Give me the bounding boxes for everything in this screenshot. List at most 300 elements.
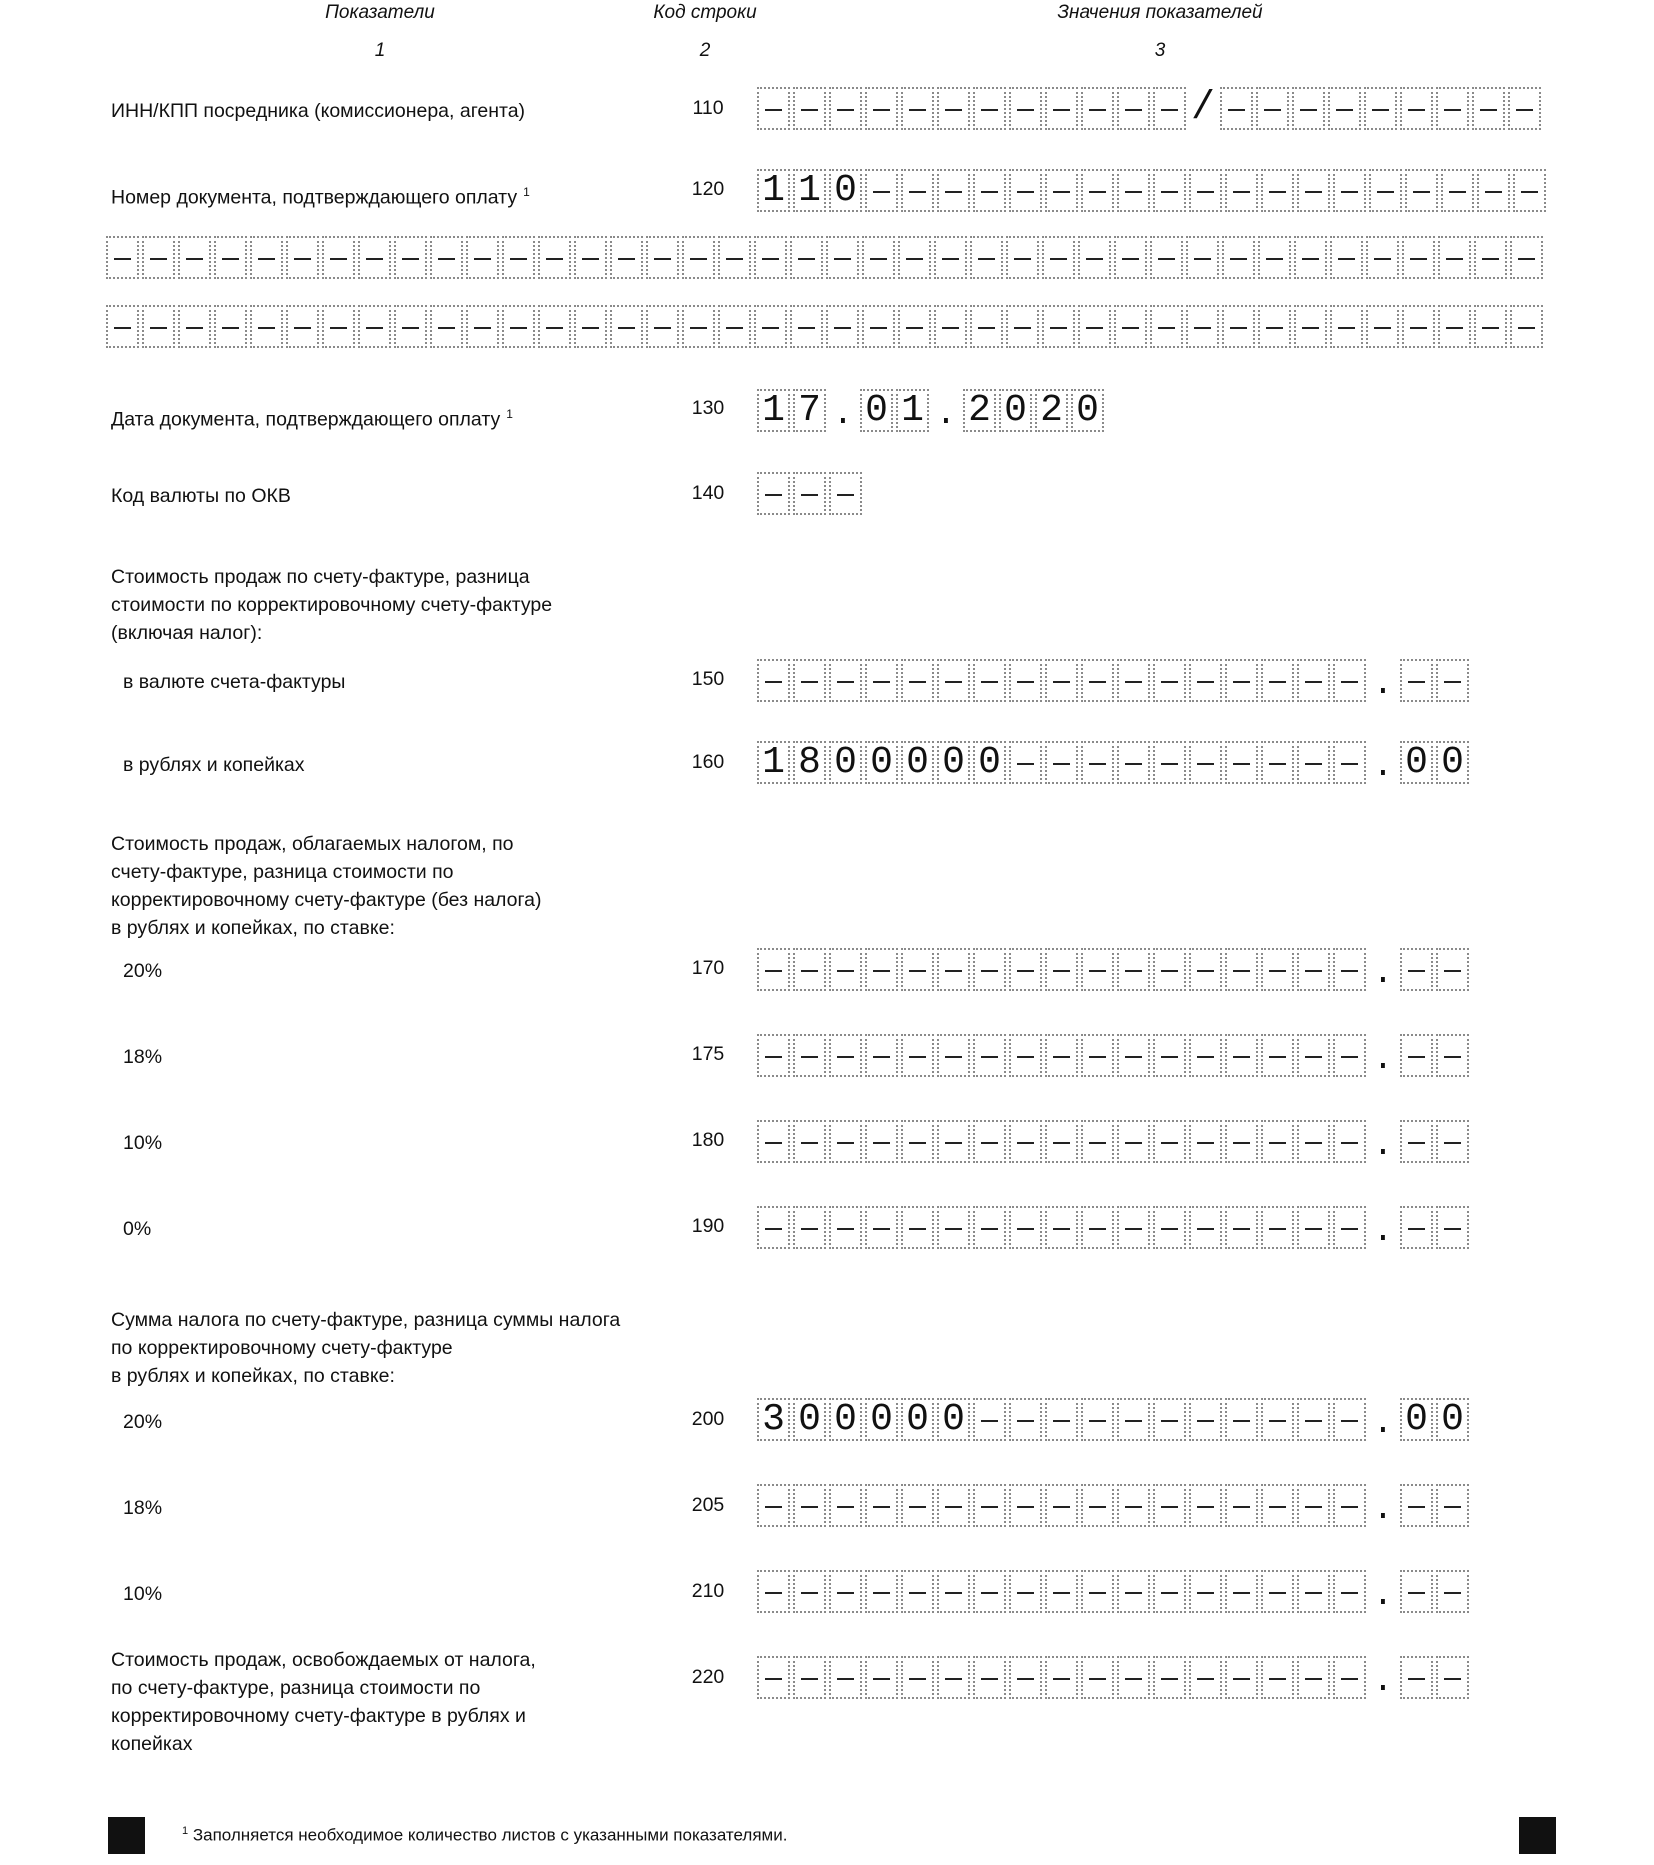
char-cell[interactable] bbox=[1333, 169, 1366, 212]
char-cell[interactable] bbox=[1189, 1398, 1222, 1441]
char-cell[interactable] bbox=[178, 236, 211, 279]
char-cell[interactable] bbox=[1117, 87, 1150, 130]
char-cell[interactable] bbox=[1009, 1656, 1042, 1699]
char-cell[interactable] bbox=[1150, 236, 1183, 279]
char-cell[interactable] bbox=[1189, 1034, 1222, 1077]
char-cell[interactable] bbox=[1225, 1120, 1258, 1163]
char-cell[interactable] bbox=[973, 1484, 1006, 1527]
field-175[interactable] bbox=[757, 1034, 1469, 1081]
char-cell[interactable] bbox=[394, 236, 427, 279]
doc-number-boxes[interactable] bbox=[757, 169, 1546, 216]
char-cell[interactable] bbox=[1189, 1120, 1222, 1163]
amount-integer-boxes[interactable] bbox=[757, 1206, 1366, 1253]
char-cell[interactable] bbox=[1081, 659, 1114, 702]
char-cell[interactable] bbox=[1436, 87, 1469, 130]
field-110[interactable] bbox=[757, 87, 1541, 134]
amount-integer-boxes[interactable] bbox=[757, 1656, 1366, 1703]
char-cell[interactable] bbox=[757, 1570, 790, 1613]
char-cell[interactable] bbox=[358, 236, 391, 279]
kpp-boxes[interactable] bbox=[1220, 87, 1541, 134]
char-cell[interactable] bbox=[646, 236, 679, 279]
char-cell[interactable] bbox=[1189, 169, 1222, 212]
char-cell[interactable] bbox=[1153, 741, 1186, 784]
char-cell[interactable] bbox=[790, 305, 823, 348]
char-cell[interactable] bbox=[358, 305, 391, 348]
char-cell[interactable] bbox=[1436, 1120, 1469, 1163]
char-cell[interactable] bbox=[1153, 87, 1186, 130]
char-cell[interactable] bbox=[937, 87, 970, 130]
char-cell[interactable] bbox=[1436, 1206, 1469, 1249]
char-cell[interactable]: 1 bbox=[896, 389, 929, 432]
char-cell[interactable] bbox=[1045, 948, 1078, 991]
char-cell[interactable] bbox=[1292, 87, 1325, 130]
char-cell[interactable]: 2 bbox=[1035, 389, 1068, 432]
char-cell[interactable] bbox=[1330, 305, 1363, 348]
char-cell[interactable]: 0 bbox=[865, 741, 898, 784]
char-cell[interactable]: 0 bbox=[829, 169, 862, 212]
amount-fraction-boxes[interactable] bbox=[1400, 1206, 1469, 1253]
char-cell[interactable] bbox=[793, 1120, 826, 1163]
char-cell[interactable] bbox=[1297, 659, 1330, 702]
char-cell[interactable] bbox=[1045, 1570, 1078, 1613]
char-cell[interactable] bbox=[901, 1570, 934, 1613]
char-cell[interactable] bbox=[1330, 236, 1363, 279]
char-cell[interactable] bbox=[793, 948, 826, 991]
doc-number-cont2-boxes[interactable] bbox=[106, 305, 1543, 352]
char-cell[interactable] bbox=[973, 1034, 1006, 1077]
char-cell[interactable] bbox=[1294, 305, 1327, 348]
amount-fraction-boxes[interactable] bbox=[1400, 1656, 1469, 1703]
char-cell[interactable] bbox=[1045, 1120, 1078, 1163]
char-cell[interactable] bbox=[394, 305, 427, 348]
char-cell[interactable] bbox=[862, 236, 895, 279]
field-160[interactable] bbox=[757, 741, 1469, 788]
char-cell[interactable]: 0 bbox=[1071, 389, 1104, 432]
char-cell[interactable] bbox=[1297, 1206, 1330, 1249]
char-cell[interactable] bbox=[1441, 169, 1474, 212]
char-cell[interactable] bbox=[1333, 659, 1366, 702]
char-cell[interactable] bbox=[1117, 169, 1150, 212]
char-cell[interactable] bbox=[1114, 305, 1147, 348]
char-cell[interactable] bbox=[1006, 236, 1039, 279]
field-190[interactable] bbox=[757, 1206, 1469, 1253]
inn-boxes[interactable] bbox=[757, 87, 1186, 134]
char-cell[interactable] bbox=[1436, 1034, 1469, 1077]
char-cell[interactable] bbox=[757, 659, 790, 702]
char-cell[interactable] bbox=[610, 305, 643, 348]
char-cell[interactable] bbox=[829, 1570, 862, 1613]
char-cell[interactable] bbox=[937, 1120, 970, 1163]
char-cell[interactable] bbox=[1328, 87, 1361, 130]
char-cell[interactable] bbox=[1009, 1570, 1042, 1613]
char-cell[interactable] bbox=[1261, 1034, 1294, 1077]
char-cell[interactable] bbox=[1225, 1206, 1258, 1249]
char-cell[interactable] bbox=[1009, 87, 1042, 130]
char-cell[interactable] bbox=[1333, 1034, 1366, 1077]
char-cell[interactable] bbox=[1261, 741, 1294, 784]
char-cell[interactable] bbox=[1297, 948, 1330, 991]
char-cell[interactable] bbox=[970, 305, 1003, 348]
char-cell[interactable]: 0 bbox=[1400, 741, 1433, 784]
char-cell[interactable] bbox=[1150, 305, 1183, 348]
amount-integer-boxes[interactable] bbox=[757, 948, 1366, 995]
char-cell[interactable] bbox=[862, 305, 895, 348]
char-cell[interactable] bbox=[829, 87, 862, 130]
char-cell[interactable] bbox=[1078, 305, 1111, 348]
char-cell[interactable] bbox=[502, 236, 535, 279]
char-cell[interactable] bbox=[1402, 236, 1435, 279]
char-cell[interactable] bbox=[322, 305, 355, 348]
char-cell[interactable] bbox=[1225, 1034, 1258, 1077]
char-cell[interactable] bbox=[214, 305, 247, 348]
char-cell[interactable] bbox=[502, 305, 535, 348]
currency-boxes[interactable] bbox=[757, 472, 862, 519]
char-cell[interactable] bbox=[1189, 948, 1222, 991]
char-cell[interactable] bbox=[973, 948, 1006, 991]
char-cell[interactable] bbox=[106, 236, 139, 279]
char-cell[interactable] bbox=[973, 1656, 1006, 1699]
char-cell[interactable] bbox=[1189, 1484, 1222, 1527]
char-cell[interactable] bbox=[1153, 1034, 1186, 1077]
char-cell[interactable] bbox=[1261, 1206, 1294, 1249]
char-cell[interactable] bbox=[1153, 948, 1186, 991]
char-cell[interactable] bbox=[826, 236, 859, 279]
char-cell[interactable]: 0 bbox=[901, 1398, 934, 1441]
char-cell[interactable] bbox=[1117, 1120, 1150, 1163]
char-cell[interactable] bbox=[1045, 1656, 1078, 1699]
char-cell[interactable] bbox=[1081, 87, 1114, 130]
char-cell[interactable]: 0 bbox=[865, 1398, 898, 1441]
char-cell[interactable] bbox=[1009, 741, 1042, 784]
char-cell[interactable] bbox=[973, 1206, 1006, 1249]
char-cell[interactable] bbox=[1261, 948, 1294, 991]
char-cell[interactable]: 2 bbox=[963, 389, 996, 432]
char-cell[interactable] bbox=[1045, 741, 1078, 784]
char-cell[interactable] bbox=[1078, 236, 1111, 279]
char-cell[interactable] bbox=[1009, 1120, 1042, 1163]
char-cell[interactable] bbox=[1009, 1206, 1042, 1249]
char-cell[interactable] bbox=[1186, 305, 1219, 348]
char-cell[interactable] bbox=[829, 1120, 862, 1163]
char-cell[interactable] bbox=[1153, 659, 1186, 702]
char-cell[interactable] bbox=[1333, 1206, 1366, 1249]
field-210[interactable] bbox=[757, 1570, 1469, 1617]
field-120[interactable] bbox=[757, 169, 1546, 216]
char-cell[interactable] bbox=[1189, 1206, 1222, 1249]
date-month-boxes[interactable] bbox=[860, 389, 929, 436]
char-cell[interactable] bbox=[1402, 305, 1435, 348]
char-cell[interactable] bbox=[1513, 169, 1546, 212]
char-cell[interactable]: 0 bbox=[1400, 1398, 1433, 1441]
char-cell[interactable] bbox=[1510, 305, 1543, 348]
char-cell[interactable] bbox=[901, 948, 934, 991]
char-cell[interactable] bbox=[1042, 305, 1075, 348]
char-cell[interactable] bbox=[1438, 305, 1471, 348]
char-cell[interactable] bbox=[1297, 741, 1330, 784]
char-cell[interactable] bbox=[1477, 169, 1510, 212]
char-cell[interactable] bbox=[901, 1484, 934, 1527]
char-cell[interactable] bbox=[1225, 1484, 1258, 1527]
char-cell[interactable]: 8 bbox=[793, 741, 826, 784]
char-cell[interactable] bbox=[1261, 1120, 1294, 1163]
amount-fraction-boxes[interactable] bbox=[1400, 659, 1469, 706]
char-cell[interactable] bbox=[793, 472, 826, 515]
char-cell[interactable] bbox=[1261, 1484, 1294, 1527]
char-cell[interactable] bbox=[1189, 1656, 1222, 1699]
amount-fraction-boxes[interactable] bbox=[1400, 1570, 1469, 1617]
char-cell[interactable] bbox=[937, 1570, 970, 1613]
char-cell[interactable] bbox=[1400, 659, 1433, 702]
char-cell[interactable] bbox=[1153, 1570, 1186, 1613]
char-cell[interactable] bbox=[1436, 1656, 1469, 1699]
char-cell[interactable] bbox=[1333, 1484, 1366, 1527]
char-cell[interactable] bbox=[286, 305, 319, 348]
char-cell[interactable] bbox=[937, 1656, 970, 1699]
char-cell[interactable] bbox=[1081, 1034, 1114, 1077]
char-cell[interactable] bbox=[793, 1656, 826, 1699]
char-cell[interactable] bbox=[214, 236, 247, 279]
char-cell[interactable]: 0 bbox=[860, 389, 893, 432]
char-cell[interactable] bbox=[250, 305, 283, 348]
char-cell[interactable] bbox=[973, 1398, 1006, 1441]
char-cell[interactable] bbox=[937, 169, 970, 212]
char-cell[interactable] bbox=[865, 948, 898, 991]
char-cell[interactable] bbox=[865, 1570, 898, 1613]
char-cell[interactable] bbox=[1258, 305, 1291, 348]
char-cell[interactable] bbox=[901, 169, 934, 212]
char-cell[interactable] bbox=[1009, 1034, 1042, 1077]
char-cell[interactable] bbox=[898, 305, 931, 348]
amount-fraction-boxes[interactable] bbox=[1400, 1398, 1469, 1445]
char-cell[interactable] bbox=[682, 236, 715, 279]
char-cell[interactable] bbox=[1400, 1484, 1433, 1527]
char-cell[interactable] bbox=[646, 305, 679, 348]
char-cell[interactable] bbox=[106, 305, 139, 348]
field-120-cont2[interactable] bbox=[106, 305, 1543, 352]
char-cell[interactable] bbox=[1225, 1570, 1258, 1613]
char-cell[interactable] bbox=[1045, 1484, 1078, 1527]
char-cell[interactable] bbox=[865, 1206, 898, 1249]
char-cell[interactable] bbox=[754, 305, 787, 348]
char-cell[interactable] bbox=[1436, 1484, 1469, 1527]
char-cell[interactable] bbox=[1366, 236, 1399, 279]
char-cell[interactable] bbox=[1153, 1120, 1186, 1163]
char-cell[interactable] bbox=[1261, 1398, 1294, 1441]
char-cell[interactable] bbox=[142, 236, 175, 279]
char-cell[interactable] bbox=[865, 1484, 898, 1527]
amount-fraction-boxes[interactable] bbox=[1400, 948, 1469, 995]
char-cell[interactable] bbox=[574, 305, 607, 348]
char-cell[interactable] bbox=[970, 236, 1003, 279]
char-cell[interactable] bbox=[1117, 659, 1150, 702]
amount-integer-boxes[interactable] bbox=[757, 1034, 1366, 1081]
field-120-cont1[interactable] bbox=[106, 236, 1543, 283]
char-cell[interactable] bbox=[1117, 948, 1150, 991]
char-cell[interactable] bbox=[1297, 1656, 1330, 1699]
char-cell[interactable] bbox=[1009, 1484, 1042, 1527]
char-cell[interactable] bbox=[574, 236, 607, 279]
char-cell[interactable] bbox=[1186, 236, 1219, 279]
char-cell[interactable] bbox=[1510, 236, 1543, 279]
field-220[interactable] bbox=[757, 1656, 1469, 1703]
char-cell[interactable] bbox=[1153, 1206, 1186, 1249]
char-cell[interactable] bbox=[1297, 1120, 1330, 1163]
char-cell[interactable] bbox=[1117, 741, 1150, 784]
char-cell[interactable] bbox=[1153, 1484, 1186, 1527]
char-cell[interactable] bbox=[937, 948, 970, 991]
char-cell[interactable] bbox=[430, 305, 463, 348]
char-cell[interactable] bbox=[829, 472, 862, 515]
field-200[interactable] bbox=[757, 1398, 1469, 1445]
char-cell[interactable] bbox=[466, 236, 499, 279]
char-cell[interactable] bbox=[829, 948, 862, 991]
char-cell[interactable] bbox=[1225, 659, 1258, 702]
char-cell[interactable] bbox=[1222, 236, 1255, 279]
char-cell[interactable] bbox=[1117, 1484, 1150, 1527]
char-cell[interactable] bbox=[1153, 1656, 1186, 1699]
char-cell[interactable] bbox=[973, 1120, 1006, 1163]
char-cell[interactable] bbox=[1225, 948, 1258, 991]
char-cell[interactable] bbox=[286, 236, 319, 279]
char-cell[interactable] bbox=[1225, 1398, 1258, 1441]
char-cell[interactable] bbox=[793, 1570, 826, 1613]
char-cell[interactable] bbox=[1400, 1206, 1433, 1249]
char-cell[interactable] bbox=[790, 236, 823, 279]
char-cell[interactable] bbox=[865, 1120, 898, 1163]
char-cell[interactable] bbox=[937, 1484, 970, 1527]
char-cell[interactable]: 0 bbox=[973, 741, 1006, 784]
char-cell[interactable] bbox=[1153, 1398, 1186, 1441]
char-cell[interactable] bbox=[901, 1656, 934, 1699]
char-cell[interactable] bbox=[826, 305, 859, 348]
char-cell[interactable] bbox=[757, 87, 790, 130]
char-cell[interactable] bbox=[1081, 1484, 1114, 1527]
char-cell[interactable] bbox=[1333, 741, 1366, 784]
char-cell[interactable] bbox=[1438, 236, 1471, 279]
amount-integer-boxes[interactable] bbox=[757, 741, 1366, 788]
date-year-boxes[interactable] bbox=[963, 389, 1104, 436]
char-cell[interactable] bbox=[937, 659, 970, 702]
char-cell[interactable]: 0 bbox=[999, 389, 1032, 432]
char-cell[interactable] bbox=[1436, 1570, 1469, 1613]
char-cell[interactable] bbox=[829, 1484, 862, 1527]
char-cell[interactable] bbox=[793, 1206, 826, 1249]
char-cell[interactable] bbox=[682, 305, 715, 348]
char-cell[interactable] bbox=[793, 1034, 826, 1077]
char-cell[interactable] bbox=[1333, 1656, 1366, 1699]
char-cell[interactable]: 0 bbox=[1436, 741, 1469, 784]
char-cell[interactable] bbox=[757, 1206, 790, 1249]
char-cell[interactable] bbox=[1297, 169, 1330, 212]
char-cell[interactable] bbox=[1222, 305, 1255, 348]
char-cell[interactable] bbox=[430, 236, 463, 279]
char-cell[interactable]: 1 bbox=[757, 741, 790, 784]
char-cell[interactable] bbox=[1081, 1398, 1114, 1441]
char-cell[interactable] bbox=[1153, 169, 1186, 212]
char-cell[interactable] bbox=[1294, 236, 1327, 279]
char-cell[interactable] bbox=[1400, 948, 1433, 991]
char-cell[interactable] bbox=[610, 236, 643, 279]
char-cell[interactable] bbox=[1045, 87, 1078, 130]
char-cell[interactable] bbox=[718, 305, 751, 348]
char-cell[interactable] bbox=[1081, 741, 1114, 784]
char-cell[interactable] bbox=[754, 236, 787, 279]
char-cell[interactable] bbox=[1369, 169, 1402, 212]
amount-fraction-boxes[interactable] bbox=[1400, 1120, 1469, 1167]
char-cell[interactable] bbox=[1364, 87, 1397, 130]
char-cell[interactable] bbox=[1297, 1034, 1330, 1077]
char-cell[interactable] bbox=[865, 87, 898, 130]
char-cell[interactable] bbox=[973, 87, 1006, 130]
char-cell[interactable] bbox=[865, 659, 898, 702]
char-cell[interactable] bbox=[1297, 1484, 1330, 1527]
char-cell[interactable] bbox=[1405, 169, 1438, 212]
char-cell[interactable] bbox=[1297, 1398, 1330, 1441]
char-cell[interactable] bbox=[1081, 169, 1114, 212]
char-cell[interactable]: 0 bbox=[937, 741, 970, 784]
char-cell[interactable] bbox=[538, 236, 571, 279]
doc-number-cont1-boxes[interactable] bbox=[106, 236, 1543, 283]
field-130-date[interactable] bbox=[757, 389, 1104, 436]
char-cell[interactable] bbox=[1081, 1120, 1114, 1163]
char-cell[interactable] bbox=[1333, 948, 1366, 991]
char-cell[interactable] bbox=[1508, 87, 1541, 130]
char-cell[interactable] bbox=[793, 87, 826, 130]
char-cell[interactable] bbox=[1117, 1034, 1150, 1077]
char-cell[interactable] bbox=[1117, 1570, 1150, 1613]
amount-integer-boxes[interactable] bbox=[757, 1120, 1366, 1167]
char-cell[interactable] bbox=[1009, 1398, 1042, 1441]
char-cell[interactable] bbox=[1225, 1656, 1258, 1699]
char-cell[interactable] bbox=[1117, 1398, 1150, 1441]
char-cell[interactable] bbox=[322, 236, 355, 279]
char-cell[interactable] bbox=[1261, 659, 1294, 702]
char-cell[interactable]: 1 bbox=[757, 389, 790, 432]
char-cell[interactable] bbox=[865, 1034, 898, 1077]
char-cell[interactable]: 7 bbox=[793, 389, 826, 432]
char-cell[interactable] bbox=[1436, 948, 1469, 991]
char-cell[interactable] bbox=[1256, 87, 1289, 130]
amount-integer-boxes[interactable] bbox=[757, 1484, 1366, 1531]
char-cell[interactable] bbox=[757, 1484, 790, 1527]
char-cell[interactable] bbox=[898, 236, 931, 279]
char-cell[interactable]: 0 bbox=[829, 741, 862, 784]
char-cell[interactable] bbox=[757, 948, 790, 991]
char-cell[interactable] bbox=[865, 1656, 898, 1699]
field-140[interactable] bbox=[757, 472, 862, 519]
char-cell[interactable] bbox=[757, 472, 790, 515]
char-cell[interactable] bbox=[1009, 169, 1042, 212]
char-cell[interactable] bbox=[1009, 948, 1042, 991]
amount-fraction-boxes[interactable] bbox=[1400, 1484, 1469, 1531]
char-cell[interactable] bbox=[1472, 87, 1505, 130]
amount-integer-boxes[interactable] bbox=[757, 1570, 1366, 1617]
char-cell[interactable] bbox=[1045, 1206, 1078, 1249]
char-cell[interactable] bbox=[1400, 1656, 1433, 1699]
char-cell[interactable] bbox=[1366, 305, 1399, 348]
char-cell[interactable] bbox=[829, 1206, 862, 1249]
char-cell[interactable] bbox=[1400, 1034, 1433, 1077]
char-cell[interactable] bbox=[718, 236, 751, 279]
char-cell[interactable] bbox=[901, 1206, 934, 1249]
char-cell[interactable]: 0 bbox=[1436, 1398, 1469, 1441]
char-cell[interactable] bbox=[1297, 1570, 1330, 1613]
field-205[interactable] bbox=[757, 1484, 1469, 1531]
char-cell[interactable] bbox=[1045, 659, 1078, 702]
char-cell[interactable] bbox=[538, 305, 571, 348]
char-cell[interactable] bbox=[1189, 659, 1222, 702]
char-cell[interactable] bbox=[973, 659, 1006, 702]
